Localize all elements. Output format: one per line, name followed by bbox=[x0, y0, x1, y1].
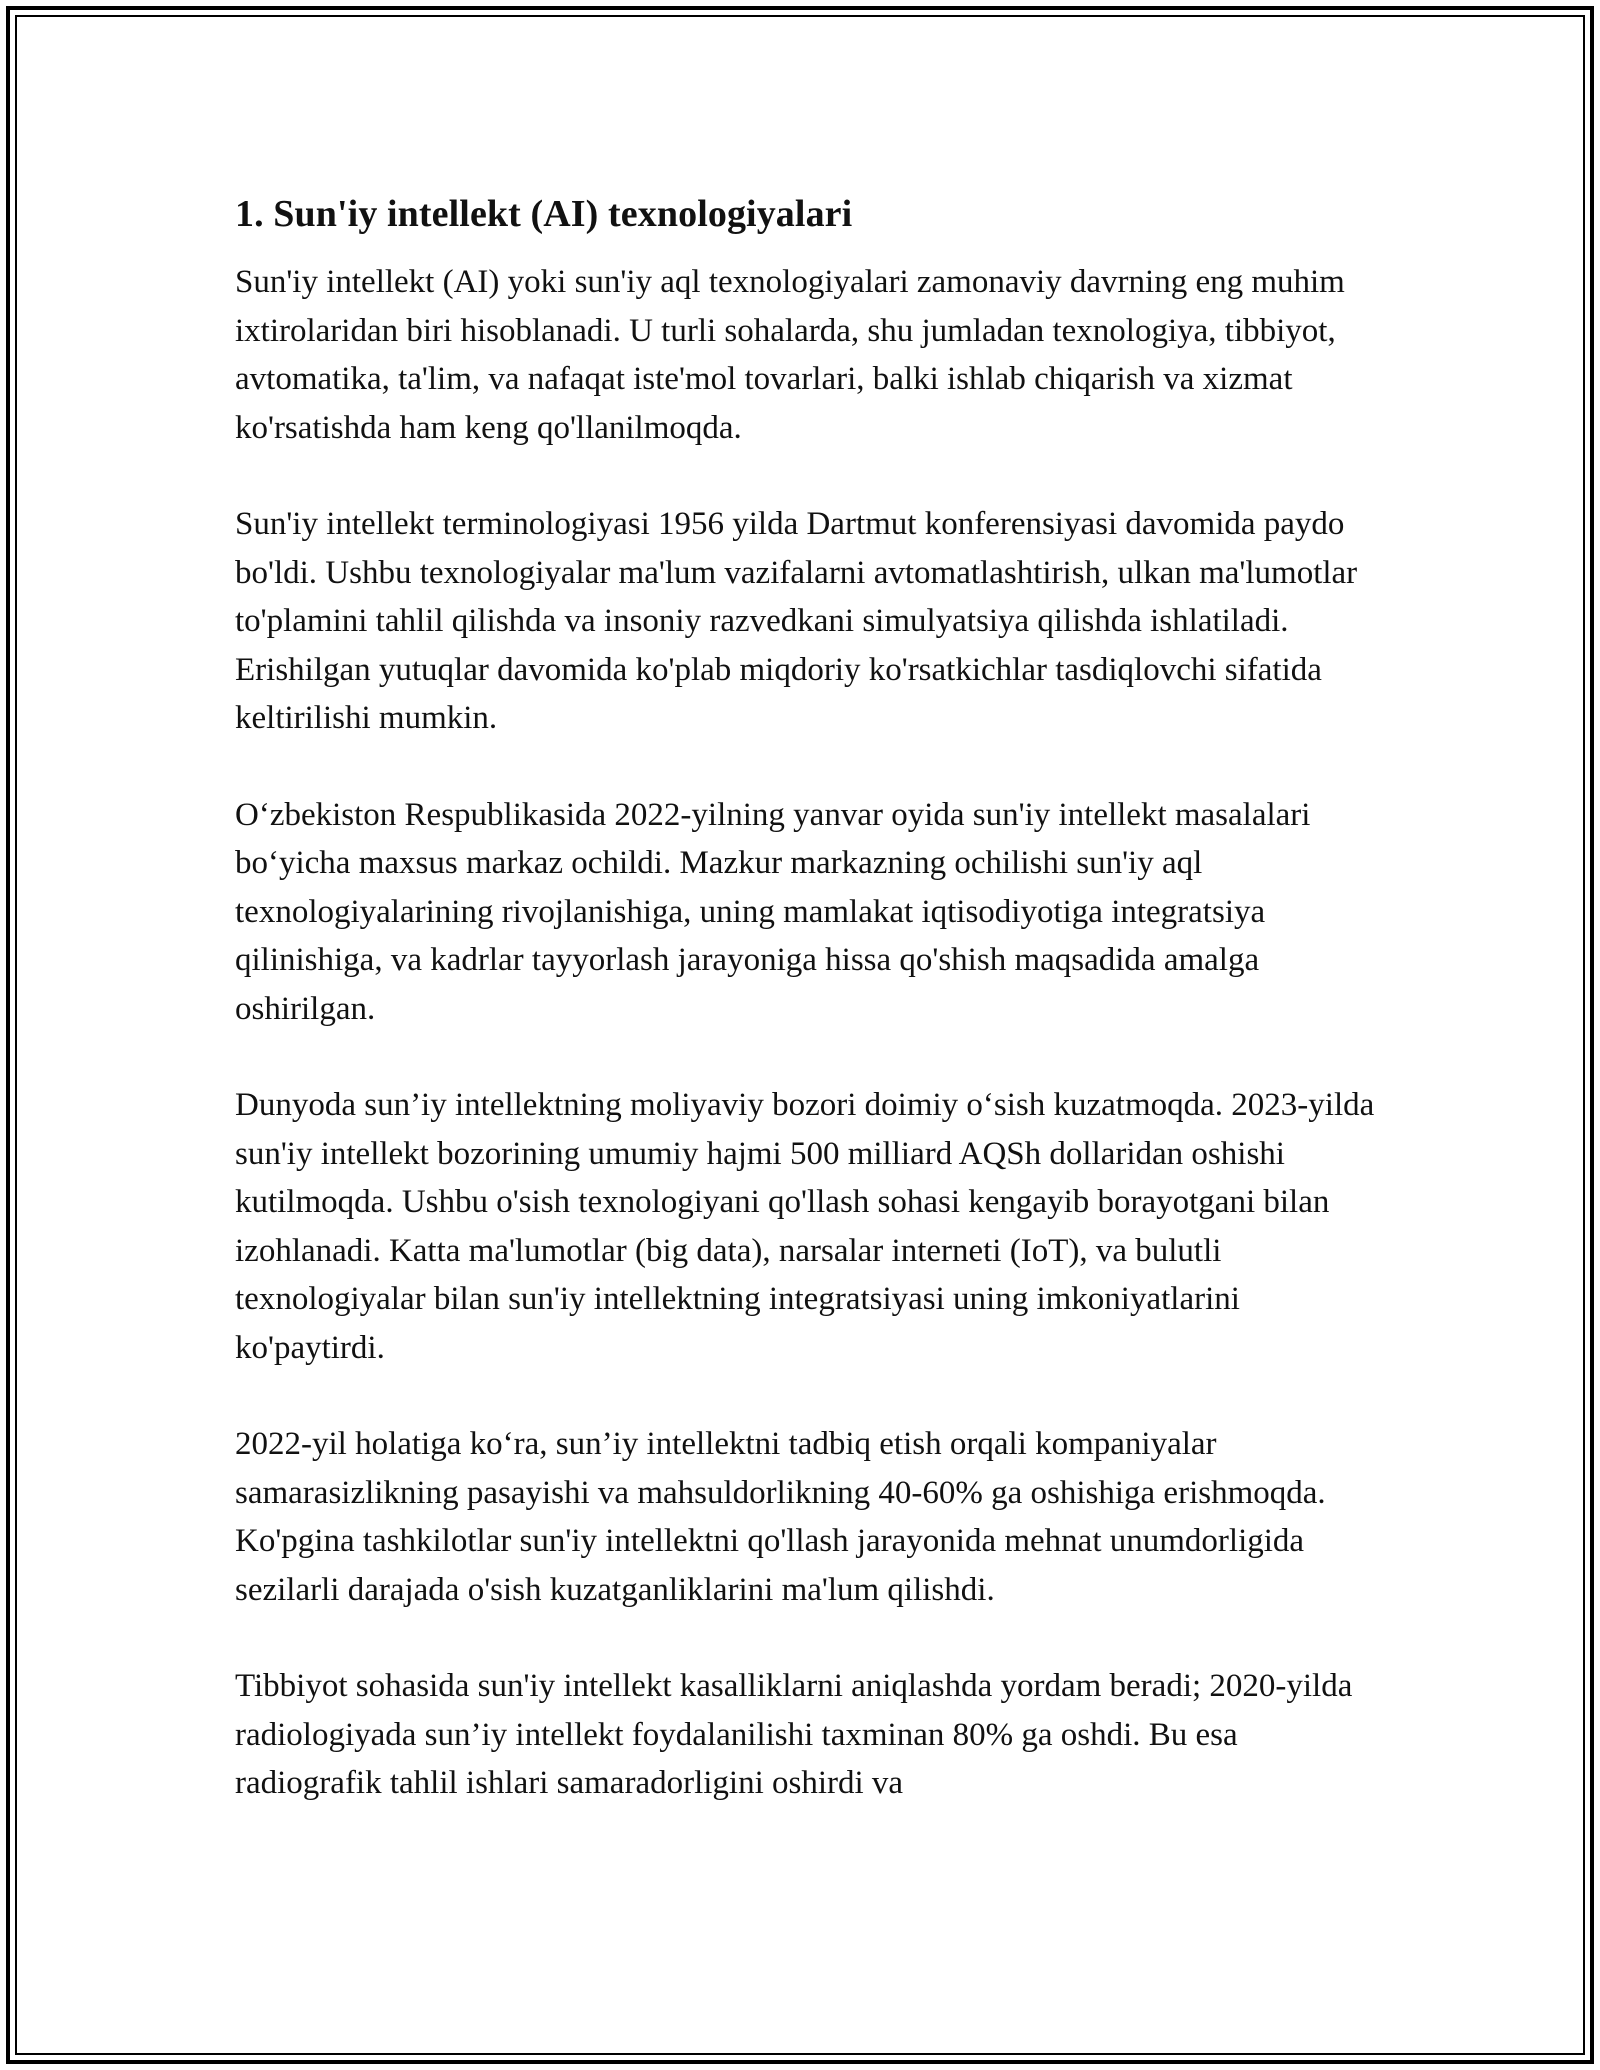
paragraph-intro: Sun'iy intellekt (AI) yoki sun'iy aql texnologiyalari zamonaviy davrning eng muhim ixtirolaridan biri hisoblanadi. U turli sohalarda, shu jumladan texnologiya, tibbiyot, avtomatika, ta'lim, va nafaqat iste'mol tovarlari, balki ishlab chiqarish va xizmat ko'rsatishda ham keng qo'llanilmoqda. bbox=[235, 264, 1345, 446]
paragraph-market: Dunyoda sun’iy intellektning moliyaviy bozori doimiy o‘sish kuzatmoqda. 2023-yilda sun'iy intellekt bozorining umumiy hajmi 500 milliard AQSh dollaridan oshishi kutilmoqda. Ushbu o'sish texnologiyani qo'llash sohasi kengayib borayotgani bilan izohlanadi. Katta ma'lumotlar (big data), narsalar interneti (IoT), va bulutli texnologiyalar bilan sun'iy intellektning integratsiyasi uning imkoniyatlarini ko'paytirdi. bbox=[235, 1087, 1375, 1366]
section-heading: 1. Sun'iy intellekt (AI) texnologiyalari bbox=[235, 193, 853, 235]
paragraph-productivity: 2022-yil holatiga ko‘ra, sun’iy intellektni tadbiq etish orqali kompaniyalar samarasizlikning pasayishi va mahsuldorlikning 40-60% ga oshishiga erishmoqda. Ko'pgina tashkilotlar sun'iy intellektni qo'llash jarayonida mehnat unumdorligida sezilarli darajada o'sish kuzatganliklarini ma'lum qilishdi. bbox=[235, 1426, 1326, 1608]
paragraph-uzbekistan: O‘zbekiston Respublikasida 2022-yilning yanvar oyida sun'iy intellekt masalalari bo‘yicha maxsus markaz ochildi. Mazkur markazning ochilishi sun'iy aql texnologiyalarining rivojlanishiga, uning mamlakat iqtisodiyotiga integratsiya qilinishiga, va kadrlar tayyorlash jarayoniga hissa qo'shish maqsadida amalga oshirilgan. bbox=[235, 796, 1311, 1027]
document-body bbox=[235, 188, 1375, 1856]
paragraph-medicine: Tibbiyot sohasida sun'iy intellekt kasalliklarni aniqlashda yordam beradi; 2020-yilda radiologiyada sun’iy intellekt foydalanilishi taxminan 80% ga oshdi. Bu esa radiografik tahlil ishlari samaradorligini oshirdi va bbox=[235, 1668, 1353, 1801]
paragraph-history: Sun'iy intellekt terminologiyasi 1956 yilda Dartmut konferensiyasi davomida paydo bo'ldi. Ushbu texnologiyalar ma'lum vazifalarni avtomatlashtirish, ulkan ma'lumotlar to'plamini tahlil qilishda va insoniy razvedkani simulyatsiya qilishda ishlatiladi. Erishilgan yutuqlar davomida ko'plab miqdoriy ko'rsatkichlar tasdiqlovchi sifatida keltirilishi mumkin. bbox=[235, 506, 1358, 736]
